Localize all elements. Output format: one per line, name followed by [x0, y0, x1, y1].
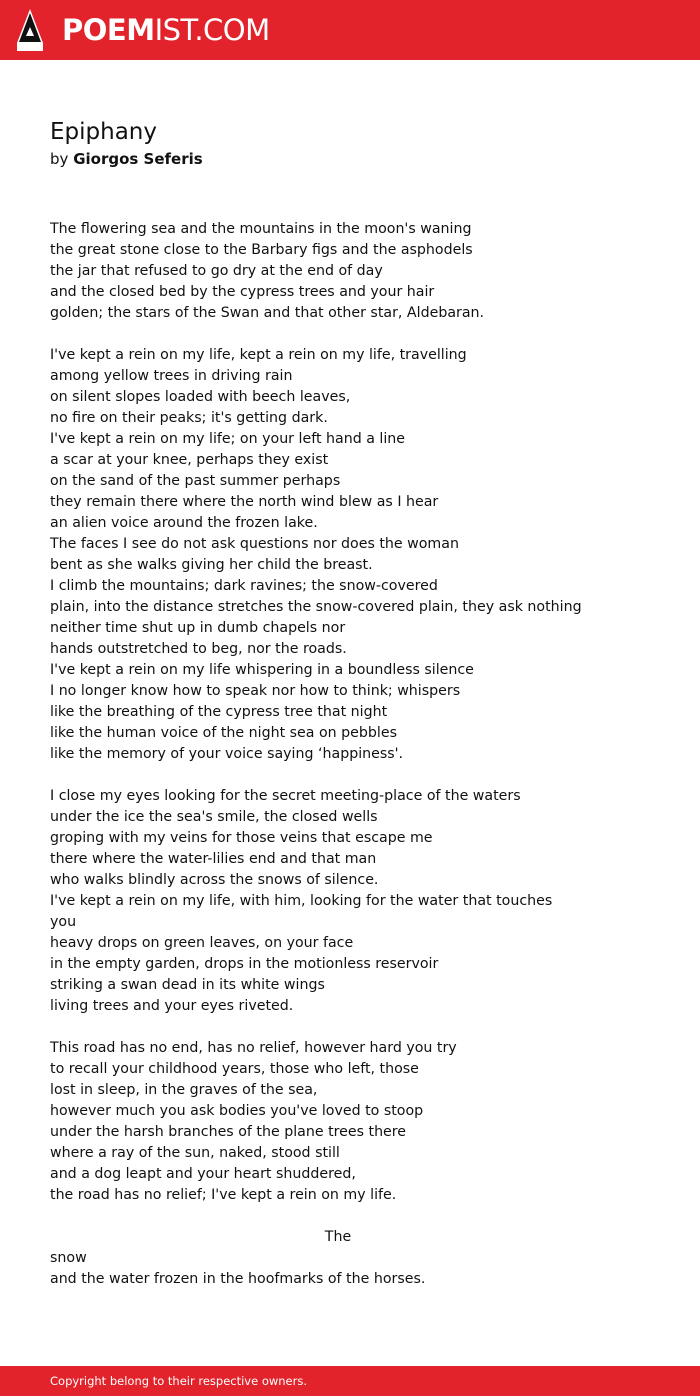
poem-line: I've kept a rein on my life, with him, looking for the water that touches — [50, 893, 553, 909]
brand-light: IST.COM — [154, 13, 270, 47]
poem-line: to recall your childhood years, those who left, those — [50, 1061, 419, 1077]
poem-line: under the ice the sea's smile, the closed wells — [50, 809, 378, 825]
poem-line: and the closed bed by the cypress trees and your hair — [50, 284, 435, 300]
copyright-notice: Copyright belong to their respective owners. — [50, 1374, 308, 1388]
poem-line: they remain there where the north wind blew as I hear — [50, 494, 439, 510]
poem-line: This road has no end, has no relief, however hard you try — [50, 1040, 457, 1056]
poem-line: living trees and your eyes riveted. — [50, 998, 294, 1014]
poem-line: I've kept a rein on my life whispering in a boundless silence — [50, 662, 474, 678]
pencil-mountain-icon[interactable] — [17, 9, 43, 51]
poem-line: in the empty garden, drops in the motionless reservoir — [50, 956, 439, 972]
poem-line: like the memory of your voice saying ‘happiness'. — [50, 746, 404, 762]
poem-line: striking a swan dead in its white wings — [50, 977, 325, 993]
brand-strong: POEM — [62, 13, 155, 47]
poem-line: who walks blindly across the snows of silence. — [50, 872, 379, 888]
byline-prefix: by — [50, 150, 69, 168]
byline — [50, 148, 203, 170]
poem-line: and a dog leapt and your heart shuddered, — [50, 1166, 356, 1182]
poem-line: an alien voice around the frozen lake. — [50, 515, 318, 531]
poem-line: hands outstretched to beg, nor the roads. — [50, 641, 347, 657]
poem-line: no fire on their peaks; it's getting dark. — [50, 410, 328, 426]
poem-line: like the breathing of the cypress tree that night — [50, 704, 388, 720]
poem-line: the road has no relief; I've kept a rein on my life. — [50, 1187, 397, 1203]
site-header — [0, 0, 700, 60]
poem-stanza — [50, 219, 650, 324]
poem-line: the jar that refused to go dry at the end of day — [50, 263, 383, 279]
poem-line: The faces I see do not ask questions nor does the woman — [50, 536, 459, 552]
poem-line: a scar at your knee, perhaps they exist — [50, 452, 329, 468]
poem-line: heavy drops on green leaves, on your face — [50, 935, 354, 951]
poem-line: The flowering sea and the mountains in the moon's waning — [50, 221, 472, 237]
poem-line: there where the water-lilies end and that man — [50, 851, 377, 867]
poem-line: lost in sleep, in the graves of the sea, — [50, 1082, 318, 1098]
poem-final-stanza — [50, 1227, 650, 1290]
poem-line: I climb the mountains; dark ravines; the snow-covered — [50, 578, 438, 594]
poem-line: plain, into the distance stretches the snow-covered plain, they ask nothing — [50, 599, 582, 615]
site-footer — [0, 1366, 700, 1396]
poem-line: you — [50, 914, 77, 930]
poem-line: the great stone close to the Barbary figs and the asphodels — [50, 242, 473, 258]
poem-line: on silent slopes loaded with beech leaves, — [50, 389, 351, 405]
poem-line: among yellow trees in driving rain — [50, 368, 293, 384]
poem-line: and the water frozen in the hoofmarks of the horses. — [50, 1271, 426, 1287]
poem-line: however much you ask bodies you've loved to stoop — [50, 1103, 424, 1119]
poem-stanza — [50, 345, 650, 765]
poem-line: I no longer know how to speak nor how to think; whispers — [50, 683, 461, 699]
poem-line: neither time shut up in dumb chapels nor — [50, 620, 346, 636]
site-logo-link[interactable] — [62, 12, 270, 48]
poem-line: bent as she walks giving her child the breast. — [50, 557, 373, 573]
poem-line: like the human voice of the night sea on pebbles — [50, 725, 397, 741]
poem-line-centered: The — [324, 1229, 352, 1245]
author-name: Giorgos Seferis — [73, 150, 203, 168]
poem-line: I've kept a rein on my life, kept a rein on my life, travelling — [50, 347, 467, 363]
poem-line: golden; the stars of the Swan and that other star, Aldebaran. — [50, 305, 485, 321]
poem-line: snow — [50, 1250, 87, 1266]
poem-line: groping with my veins for those veins that escape me — [50, 830, 433, 846]
poem-stanza — [50, 786, 650, 1017]
poem-line: I close my eyes looking for the secret meeting-place of the waters — [50, 788, 521, 804]
poem-line: on the sand of the past summer perhaps — [50, 473, 341, 489]
poem-line: where a ray of the sun, naked, stood still — [50, 1145, 340, 1161]
poem-line: I've kept a rein on my life; on your left hand a line — [50, 431, 406, 447]
poem-body — [50, 219, 650, 1311]
poem-line: under the harsh branches of the plane trees there — [50, 1124, 407, 1140]
poem-stanza — [50, 1038, 650, 1206]
poem-title: Epiphany — [50, 119, 157, 145]
